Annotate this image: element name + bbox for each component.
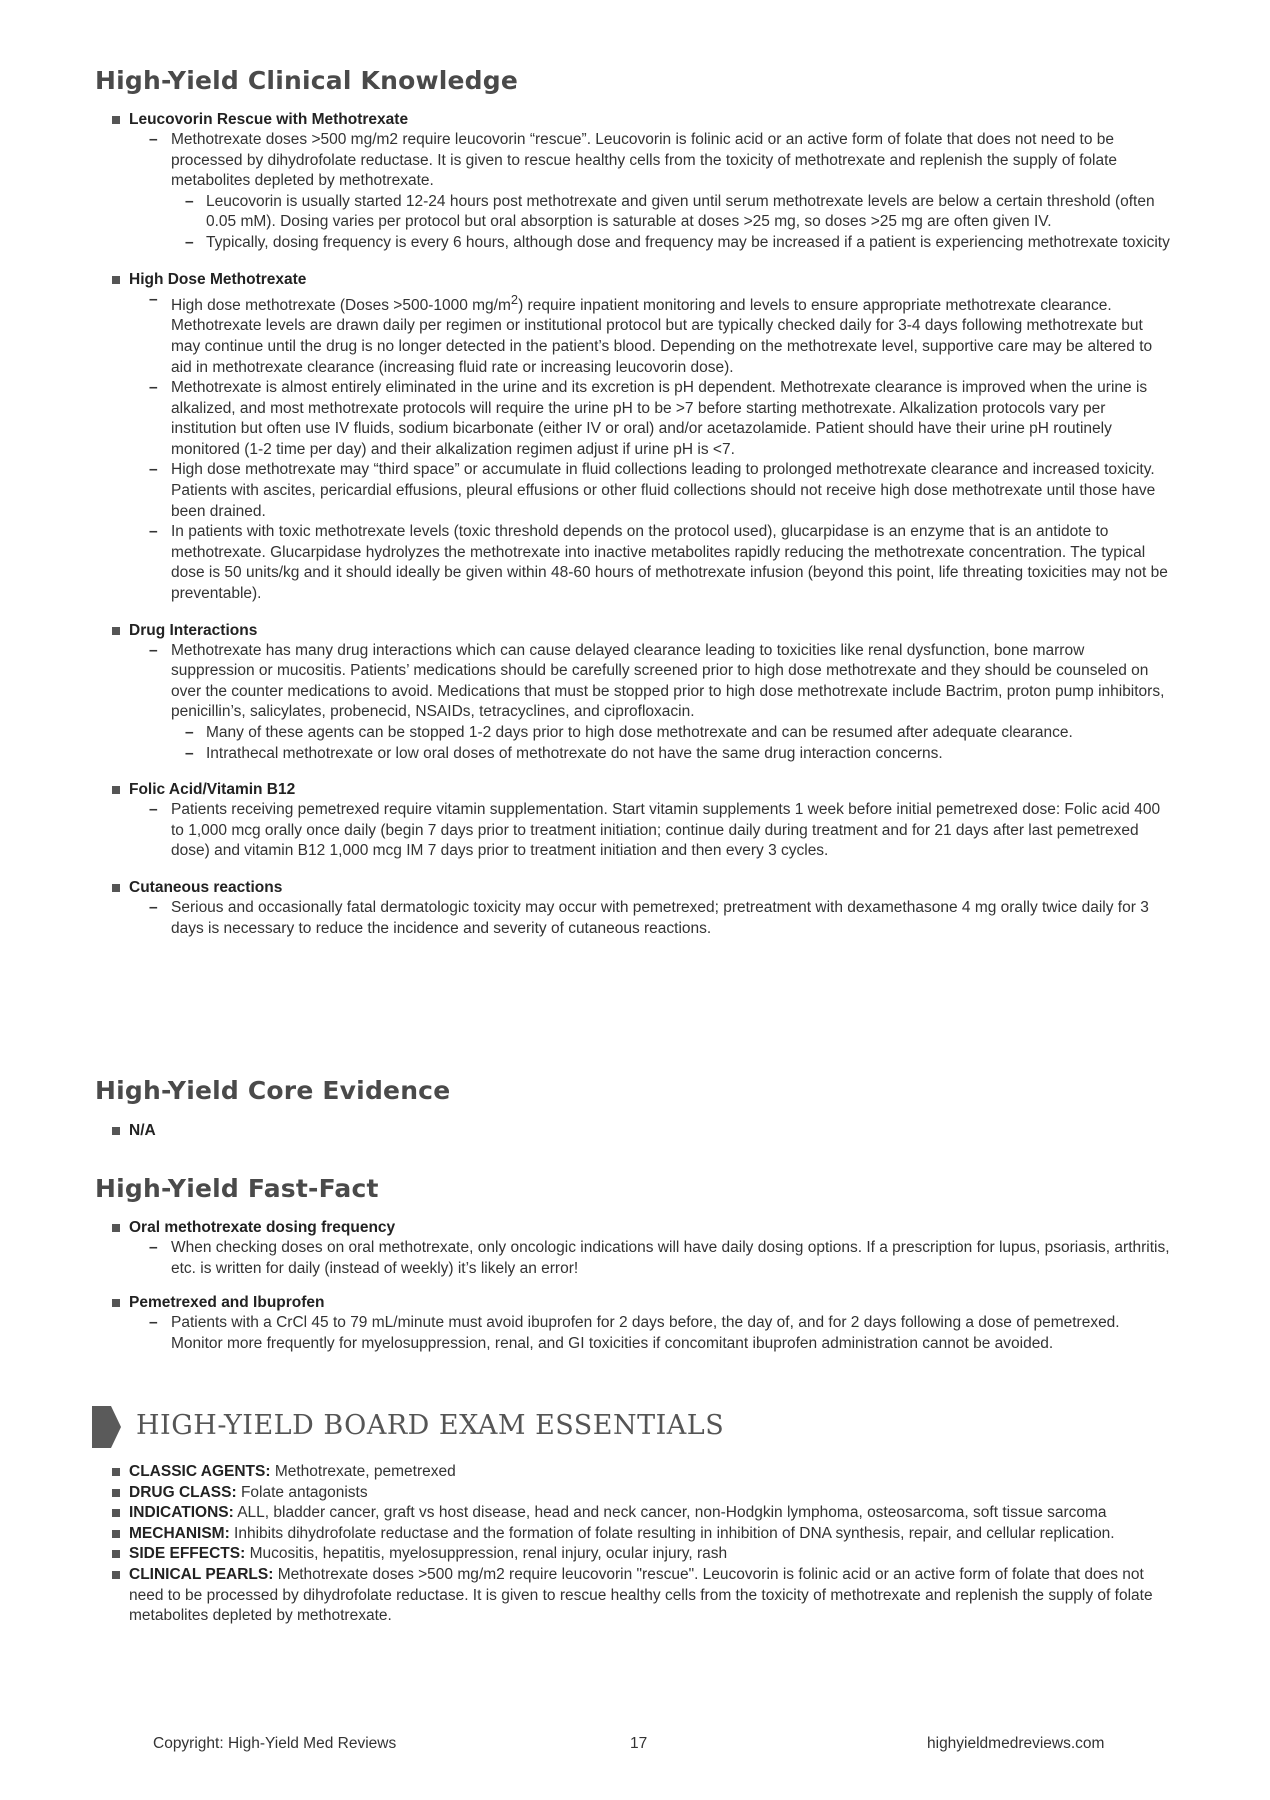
dash-icon: – — [149, 290, 158, 308]
square-bullet-icon — [112, 1224, 120, 1232]
board-exam-title: HIGH-YIELD BOARD EXAM ESSENTIALS — [136, 1410, 725, 1441]
sub-list-item: – Typically, dosing frequency is every 6 hours, although dose and frequency may be increased if a patient is experiencing methotrexate toxicity — [185, 233, 1172, 254]
board-essentials-list — [112, 1462, 1172, 1627]
essential-item-class: DRUG CLASS: Folate antagonists — [112, 1483, 1172, 1504]
dash-icon: – — [149, 379, 158, 397]
dash-icon: – — [149, 801, 158, 819]
banner-arrow-icon — [92, 1406, 121, 1448]
sub-list-item: – Leucovorin is usually started 12-24 hours post methotrexate and given until serum methotrexate levels are below a certain threshold (often 0.05 mM). Dosing varies per protocol but oral absorption is saturable at doses >25 mg, so doses >25 mg are often given IV. — [185, 192, 1155, 231]
dash-icon: – — [149, 523, 158, 541]
sub-list-item: – Intrathecal methotrexate or low oral doses of methotrexate do not have the same drug interaction concerns. — [185, 744, 1172, 765]
dash-icon: – — [149, 898, 158, 916]
square-bullet-icon — [112, 1509, 120, 1517]
section-title-fast-fact: High-Yield Fast-Fact — [95, 1174, 379, 1203]
dash-icon: – — [149, 1239, 158, 1256]
essential-item-indications: INDICATIONS: ALL, bladder cancer, graft vs host disease, head and neck cancer, non-Hodgkin lymphoma, osteosarcoma, soft tissue sarcoma — [112, 1503, 1172, 1524]
footer-website-link[interactable]: highyieldmedreviews.com — [927, 1735, 1105, 1752]
list-item: – Patients with a CrCl 45 to 79 mL/minute must avoid ibuprofen for 2 days before, the day of, and for 2 days following a dose of pemetrexed. Monitor more frequently for myelosuppression, renal, and GI toxicities if concomitant ibuprofen administration cannot be avoided. — [149, 1314, 1120, 1352]
bullet-heading-drug-interactions: Drug Interactions — [112, 621, 1172, 641]
dash-icon: – — [185, 233, 194, 251]
dash-icon: – — [149, 461, 158, 479]
essential-item-side-effects: SIDE EFFECTS: Mucositis, hepatitis, myelosuppression, renal injury, ocular injury, rash — [112, 1544, 1172, 1565]
essential-item-clinical-pearls: CLINICAL PEARLS: Methotrexate doses >500 mg/m2 require leucovorin "rescue". Leucovorin is folinic acid or an active form of folate that does not need to be processed by dihydrofolate reductase. It is given to rescue healthy cells from the toxicity of methotrexate and replenish the supply of folate metabolites depleted by methotrexate. — [112, 1565, 1172, 1627]
list-item: – Methotrexate has many drug interactions which can cause delayed clearance leading to toxicities like renal dysfunction, bone marrow suppression or mucositis. Patients’ medications should be carefully screened prior to high dose methotrexate and they should be counseled on over the counter medications to avoid. Medications that must be stopped prior to high dose methotrexate include Bactrim, proton pump inhibitors, penicillin’s, salicylates, probenecid, NSAIDs, tetracyclines, and ciprofloxacin. — [149, 641, 1165, 721]
dash-icon: – — [149, 131, 158, 148]
core-evidence-list — [112, 1121, 1172, 1141]
list-item: – High dose methotrexate may “third space” or accumulate in fluid collections leading to prolonged methotrexate clearance and increased toxicity. Patients with ascites, pericardial effusions, pleural effusions or other fluid collections should not receive high dose methotrexate until those have been drained. — [149, 461, 1156, 520]
list-item: – When checking doses on oral methotrexate, only oncologic indications will have daily dosing options. If a prescription for lupus, psoriasis, arthritis, etc. is written for daily (instead of weekly) it’s likely an error! — [149, 1239, 1170, 1277]
bullet-heading-folic-acid: Folic Acid/Vitamin B12 — [112, 780, 1172, 800]
list-item: – Methotrexate doses >500 mg/m2 require leucovorin “rescue”. Leucovorin is folinic acid or an active form of folate that does not need to be processed by dihydrofolate reductase. It is given to rescue healthy cells from the toxicity of methotrexate and replenish the supply of folate metabolites depleted by methotrexate. — [149, 131, 1118, 190]
sub-list-item: – Many of these agents can be stopped 1-2 days prior to high dose methotrexate and can be resumed after adequate clearance. — [185, 723, 1172, 744]
dash-icon: – — [149, 1314, 158, 1332]
dash-icon: – — [149, 641, 158, 659]
square-bullet-icon — [112, 1127, 120, 1135]
list-item: – High dose methotrexate (Doses >500-1000 $mg/m^2$) require inpatient monitoring and levels to ensure appropriate methotrexate clearance. Methotrexate levels are drawn daily per regimen or institutional protocol but are typically checked daily for 3-4 days following methotrexate but may continue until the drug is no longer detected in the patient’s blood. Depending on the methotrexate level, supportive care may be altered to aid in methotrexate clearance (increasing fluid rate or increasing leucovorin dose). — [149, 290, 1153, 376]
section-title-clinical: High-Yield Clinical Knowledge — [95, 66, 519, 95]
list-item: – Methotrexate is almost entirely eliminated in the urine and its excretion is pH dependent. Methotrexate clearance is improved when the urine is alkalized, and most methotrexate protocols will require the urine pH to be >7 before starting methotrexate. Alkalization protocols vary per institution but often use IV fluids, sodium bicarbonate (either IV or oral) and/or acetazolamide. Patient should have their urine pH routinely monitored (1-2 time per day) and their alkalization regimen adjust if urine pH is <7. — [149, 379, 1148, 458]
bullet-heading-na: N/A — [112, 1121, 1172, 1141]
square-bullet-icon — [112, 1489, 120, 1497]
essential-item-mechanism: MECHANISM: Inhibits dihydrofolate reductase and the formation of folate resulting in inhibition of DNA synthesis, repair, and cellular replication. — [112, 1524, 1172, 1545]
square-bullet-icon — [112, 884, 120, 892]
essential-item-agents: CLASSIC AGENTS: Methotrexate, pemetrexed — [112, 1462, 1172, 1483]
bullet-heading-leucovorin: Leucovorin Rescue with Methotrexate — [112, 110, 1172, 130]
square-bullet-icon — [112, 276, 120, 284]
list-item: – Patients receiving pemetrexed require vitamin supplementation. Start vitamin supplements 1 week before initial pemetrexed dose: Folic acid 400 to 1,000 mcg orally once daily (begin 7 days prior to treatment initiation; continue daily during treatment and for 21 days after last pemetrexed dose) and vitamin B12 1,000 mcg IM 7 days prior to treatment initiation and then every 3 cycles. — [149, 801, 1161, 860]
list-item: – In patients with toxic methotrexate levels (toxic threshold depends on the protocol used), glucarpidase is an enzyme that is an antidote to methotrexate. Glucarpidase hydrolyzes the methotrexate into inactive metabolites rapidly reducing the methotrexate concentration. The typical dose is 50 units/kg and it should ideally be given within 48-60 hours of methotrexate infusion (beyond this point, life threating toxicities may not be preventable). — [149, 523, 1168, 603]
section-title-core-evidence: High-Yield Core Evidence — [95, 1076, 451, 1105]
footer-page-number: 17 — [630, 1735, 648, 1752]
dash-icon: – — [185, 724, 194, 741]
square-bullet-icon — [112, 1530, 120, 1538]
bullet-heading-high-dose: High Dose Methotrexate — [112, 270, 1172, 290]
square-bullet-icon — [112, 116, 120, 124]
clinical-knowledge-list — [112, 110, 1172, 939]
list-item: – Serious and occasionally fatal dermatologic toxicity may occur with pemetrexed; pretreatment with dexamethasone 4 mg orally twice daily for 3 days is necessary to reduce the incidence and severity of cutaneous reactions. — [149, 898, 1149, 937]
fast-fact-list — [112, 1218, 1172, 1354]
square-bullet-icon — [112, 1468, 120, 1476]
bullet-heading-pemetrexed-ibuprofen: Pemetrexed and Ibuprofen — [112, 1293, 1172, 1313]
dash-icon: – — [185, 192, 194, 210]
bullet-heading-cutaneous: Cutaneous reactions — [112, 878, 1172, 898]
square-bullet-icon — [112, 627, 120, 635]
square-bullet-icon — [112, 786, 120, 794]
footer-copyright: Copyright: High-Yield Med Reviews — [153, 1735, 397, 1752]
dash-icon: – — [185, 744, 194, 762]
square-bullet-icon — [112, 1571, 120, 1579]
bullet-heading-oral-methotrexate: Oral methotrexate dosing frequency — [112, 1218, 1172, 1238]
square-bullet-icon — [112, 1299, 120, 1307]
square-bullet-icon — [112, 1550, 120, 1558]
